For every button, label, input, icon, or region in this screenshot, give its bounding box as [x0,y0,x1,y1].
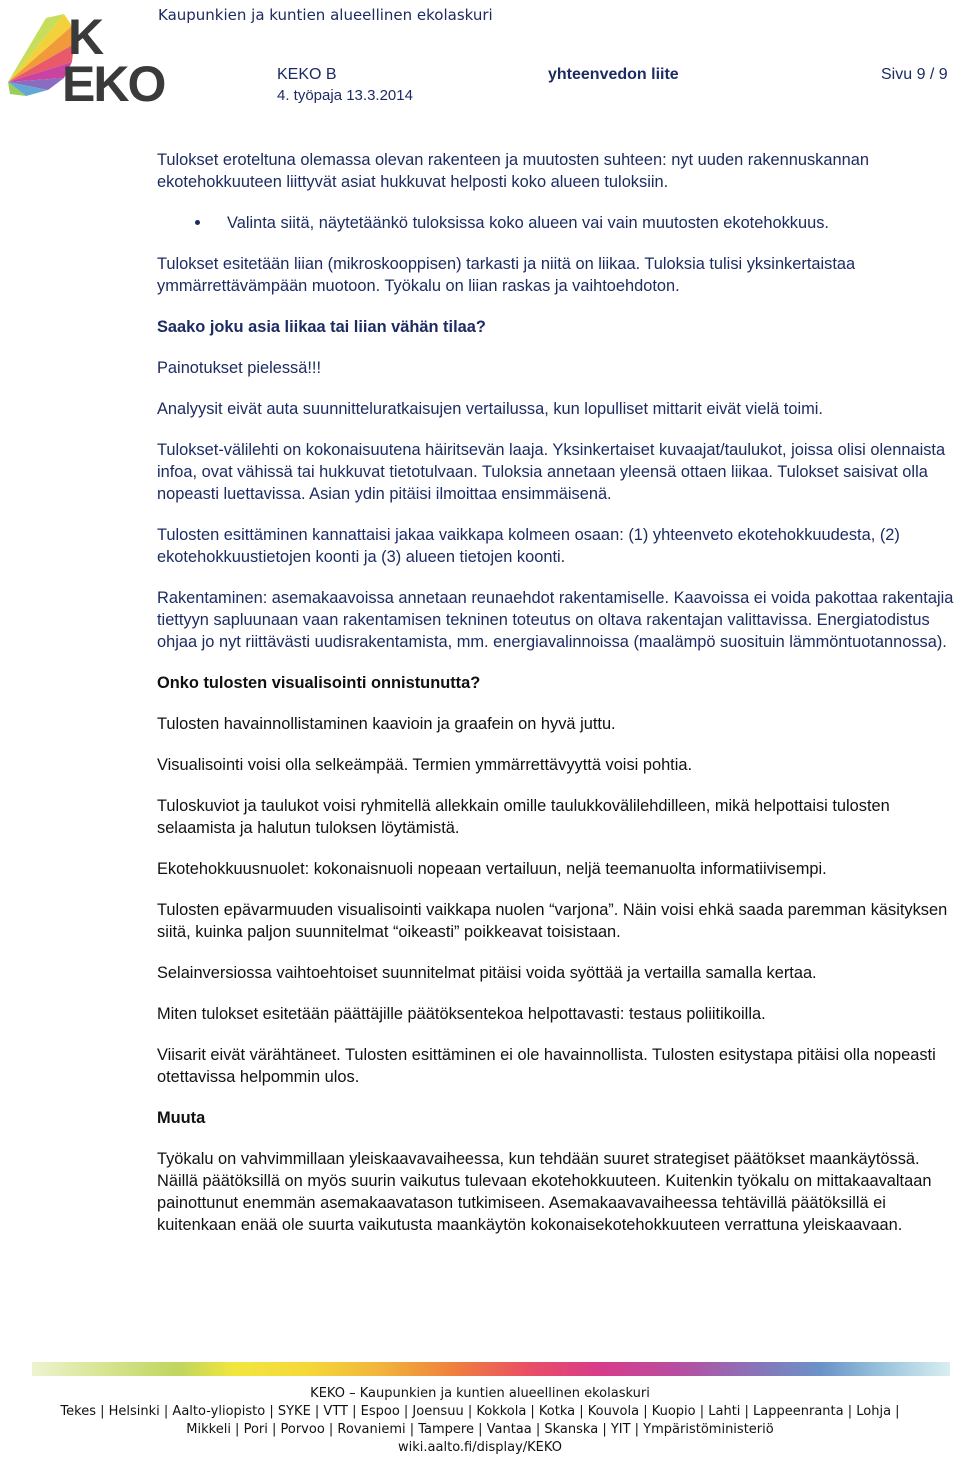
page-number: Sivu 9 / 9 [881,66,948,83]
paragraph: Miten tulokset esitetään päättäjille päätöksentekoa helpottavasti: testaus poliitikoilla. [157,1005,766,1023]
section-heading: Muuta [157,1109,206,1127]
paragraph: Painotukset pielessä!!! [157,359,322,377]
footer-color-bar [32,1362,950,1376]
paragraph: Rakentaminen: asemakaavoissa annetaan reunaehdot rakentamiselle. Kaavoissa ei voida pakottaa rakentajia tiettyyn sapluunaan vaan rakentamisen tekninen toteutus on oltava rakentajan valittavissa. Energiatodistus ohjaa jo nyt riittävästi uudisrakentamista, mm. energiavalinnoissa (maalämpö suosituin lämmöntuotannossa). [157,589,954,651]
paragraph: Analyysit eivät auta suunnitteluratkaisujen vertailussa, kun lopulliset mittarit eivät vielä toimi. [157,400,823,418]
doc-section-title: yhteenvedon liite [548,66,679,83]
footer-partners-line1: Tekes | Helsinki | Aalto-yliopisto | SYKE | VTT | Espoo | Joensuu | Kokkola | Kotka | Kouvola | Kuopio | Lahti | Lappeenranta | Lohja | [60,1404,900,1419]
workshop-subtitle: 4. työpaja 13.3.2014 [277,87,413,104]
paragraph: Visualisointi voisi olla selkeämpää. Termien ymmärrettävyyttä voisi pohtia. [157,756,693,774]
paragraph: Tuloskuviot ja taulukot voisi ryhmitellä allekkain omille taulukkovälilehdilleen, mikä helpottaisi tulosten selaamista ja halutun tuloksen löytämistä. [157,797,890,837]
paragraph: Ekotehokkuusnuolet: kokonaisnuoli nopeaan vertailuun, neljä teemanuolta informatiivisempi. [157,860,827,878]
paragraph: Tulosten havainnollistaminen kaavioin ja graafein on hyvä juttu. [157,715,616,733]
bullet-item: Valinta siitä, näytetäänkö tuloksissa koko alueen vai vain muutosten ekotehokkuus. [157,212,957,234]
paragraph: Työkalu on vahvimmillaan yleiskaavavaiheessa, kun tehdään suuret strategiset päätökset maankäytössä. Näillä päätöksillä on myös suurin vaikutus tulevaan ekotehokkuuteen. Kuitenkin työkalu on mittakaavaltaan painottunut enemmän asemakaavatason tutkimiseen. Asemakaavavaiheessa tehtävillä päätöksillä ei kuitenkaan enää ole suurta vaikutusta maankäytön kokonaisekotehokkuuteen verrattuna yleiskaavaan. [157,1150,932,1234]
paragraph: Tulosten esittäminen kannattaisi jakaa vaikkapa kolmeen osaan: (1) yhteenveto ekotehokkuudesta, (2) ekotehokkuustietojen koonti ja (3) alueen tietojen koonti. [157,526,900,566]
footer-partners-line2: Mikkeli | Pori | Porvoo | Rovaniemi | Tampere | Vantaa | Skanska | YIT | Ympäristöministeriö [186,1422,774,1437]
footer-title: KEKO – Kaupunkien ja kuntien alueellinen ekolaskuri [310,1386,650,1401]
keko-logo [2,4,184,104]
logo-letter-k: K [68,9,105,65]
paragraph: Tulosten epävarmuuden visualisointi vaikkapa nuolen “varjona”. Näin voisi ehkä saada paremman käsityksen siitä, kuinka paljon suunnitelmat “oikeasti” poikkeavat toisistaan. [157,901,948,941]
section-heading: Onko tulosten visualisointi onnistunutta? [157,674,481,692]
paragraph: Viisarit eivät värähtäneet. Tulosten esittäminen ei ole havainnollista. Tulosten esitystapa pitäisi olla nopeasti otettavissa helpommin ulos. [157,1046,936,1086]
footer-url[interactable]: wiki.aalto.fi/display/KEKO [398,1440,562,1455]
logo-word-eko: EKO [62,56,165,104]
org-title: Kaupunkien ja kuntien alueellinen ekolaskuri [158,6,493,24]
paragraph: Tulokset eroteltuna olemassa olevan rakenteen ja muutosten suhteen: nyt uuden rakennuskannan ekotehokkuuteen liittyvät asiat hukkuvat helposti koko alueen tuloksiin. [157,151,869,191]
paragraph: Tulokset esitetään liian (mikroskooppisen) tarkasti ja niitä on liikaa. Tuloksia tulisi yksinkertaistaa ymmärrettävämpään muotoon. Työkalu on liian raskas ja vaihtoehdoton. [157,255,856,295]
section-heading: Saako joku asia liikaa tai liian vähän tilaa? [157,318,486,336]
paragraph: Tulokset-välilehti on kokonaisuutena häiritsevän laaja. Yksinkertaiset kuvaajat/taulukot, joissa olisi olennaista infoa, ovat vähissä tai hukkuvat tietotulvaan. Tuloksia annetaan yleensä ottaen liikaa. Tulokset saisivat olla nopeasti luettavissa. Asian ydin pitäisi ilmoittaa ensimmäisenä. [157,441,946,503]
doc-code: KEKO B [277,66,337,83]
document-body [157,149,957,1255]
paragraph: Selainversiossa vaihtoehtoiset suunnitelmat pitäisi voida syöttää ja vertailla samalla kertaa. [157,964,817,982]
